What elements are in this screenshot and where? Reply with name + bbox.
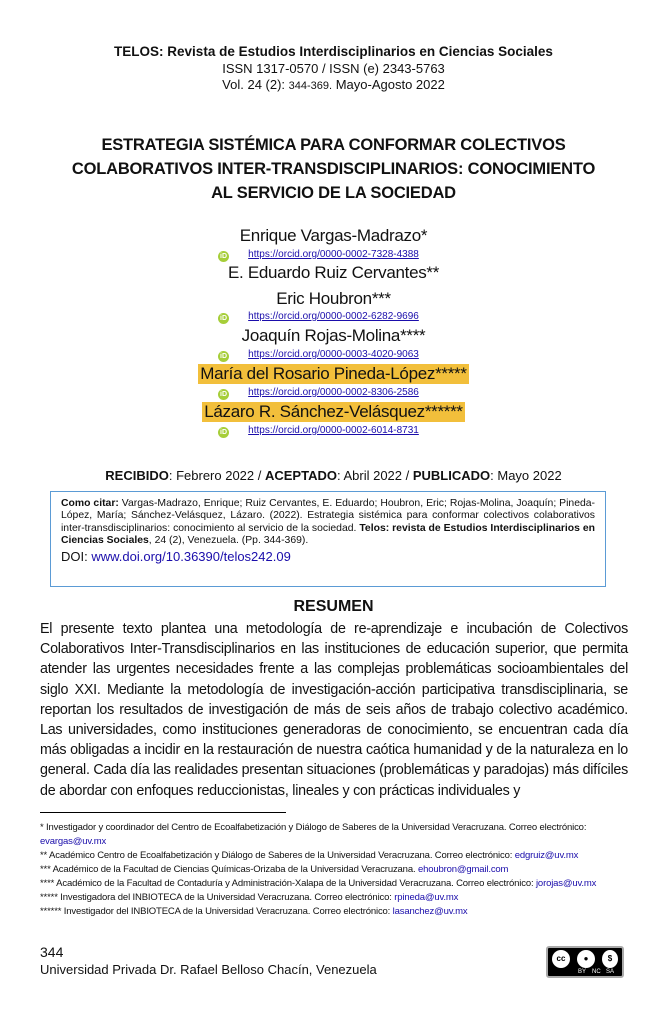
noncommercial-icon: $ [602, 950, 618, 968]
issn: ISSN 1317-0570 / ISSN (e) 2343-5763 [222, 61, 445, 76]
orcid-icon: iD [220, 353, 227, 360]
orcid-link-row [0, 311, 667, 322]
sa-label: SA [606, 969, 615, 975]
orcid-link-row [0, 349, 667, 360]
volume-suffix: Mayo-Agosto 2022 [332, 77, 445, 92]
orcid-icon: iD [220, 429, 227, 436]
email-link[interactable]: jorojas@uv.mx [535, 878, 597, 889]
email-link[interactable]: edgruiz@uv.mx [514, 850, 579, 861]
by-label: BY [578, 969, 587, 975]
citation-text: Vargas-Madrazo, Enrique; Ruiz Cervantes, E. Eduardo; Houbron, Eric; Rojas-Molina, Joaquín; Pineda-López, María; Sánchez-Velásquez, Lázaro. (2022). Estrategia sistémica para conformar colectivos colaborativos inter-transdisciplinarios: conocimiento al servicio de la sociedad. [61, 498, 595, 534]
doi-line: DOI: www.doi.org/10.36390/telos242.09 [61, 548, 291, 564]
footnote: ** Académico Centro de Ecoalfabetización y Diálogo de Saberes de la Universidad Veracruzana. Correo electrónico: edgruiz@uv.mx [40, 850, 579, 861]
orcid-link-row [0, 425, 667, 436]
article-title: ESTRATEGIA SISTÉMICA PARA CONFORMAR COLECTIVOS COLABORATIVOS INTER-TRANSDISCIPLINARIOS: CONOCIMIENTO AL SERVICIO DE LA SOCIEDAD [71, 136, 596, 202]
page-range: 344-369. [288, 80, 333, 92]
email-link[interactable]: ehoubron@gmail.com [417, 864, 509, 875]
author-name: Eric Houbron*** [276, 289, 391, 308]
orcid-link[interactable]: https://orcid.org/0000-0002-6282-9696 [248, 311, 419, 322]
email-link[interactable]: lasanchez@uv.mx [392, 906, 468, 917]
citation-journal: Telos: revista de Estudios Interdisciplinarios en Ciencias Sociales [61, 522, 595, 547]
footnote: **** Académico de la Facultad de Contaduría y Administración-Xalapa de la Universidad Veracruzana. Correo electrónico: jorojas@uv.mx [40, 878, 597, 889]
author-name: E. Eduardo Ruiz Cervantes** [227, 263, 440, 282]
footnote: *** Académico de la Facultad de Ciencias Químicas-Orizaba de la Universidad Veracruzana. ehoubron@gmail.com [40, 864, 509, 875]
orcid-link[interactable]: https://orcid.org/0000-0002-8306-2586 [248, 387, 419, 398]
footnote: * Investigador y coordinador del Centro de Ecoalfabetización y Diálogo de Saberes de la Universidad Veracruzana. Correo electrónico: evargas@uv.mx [40, 822, 587, 847]
orcid-link[interactable]: https://orcid.org/0000-0003-4020-9063 [248, 349, 419, 360]
footnote-divider [40, 812, 286, 813]
orcid-link[interactable]: https://orcid.org/0000-0002-6014-8731 [248, 425, 419, 436]
publication-dates: RECIBIDO: Febrero 2022 / ACEPTADO: Abril 2022 / PUBLICADO: Mayo 2022 [105, 468, 562, 483]
orcid-icon: iD [220, 253, 227, 260]
volume-prefix: Vol. 24 (2): [222, 77, 289, 92]
page-number: 344 [40, 944, 64, 960]
email-link[interactable]: evargas@uv.mx [40, 836, 107, 847]
citation-tail: , 24 (2), Venezuela. (Pp. 344-369). [148, 535, 309, 547]
citation-box [50, 491, 606, 587]
footnotes [40, 821, 630, 919]
abstract-text: El presente texto plantea una metodología de re-aprendizaje e incubación de Colectivos Colaborativos Inter-Transdisciplinarios en las instituciones de educación superior, que permita atender las urgentes necesidades frente a las complejas problemáticas socioambientales del siglo XXI. Mediante la metodología de investigación-acción participativa transdisciplinaria, se reportan los resultados de investigación de más de seis años de trabajo colectivo académico. Las universidades, como instituciones generadoras de conocimiento, se encuentran cada día más obligadas a incidir en la restauración de nuestra caótica humanidad y de la naturaleza en lo general. Cada día las realidades presentan situaciones (problemáticas y paradojas) más difíciles de abordar con enfoques reduccionistas, lineales y con prácticas individuales y [40, 621, 628, 799]
email-link[interactable]: rpineda@uv.mx [394, 892, 459, 903]
orcid-icon: iD [220, 391, 227, 398]
orcid-link-row [0, 387, 667, 398]
orcid-link-row [0, 249, 667, 260]
author-name: Lázaro R. Sánchez-Velásquez****** [204, 402, 463, 421]
footnote: ****** Investigador del INBIOTECA de la Universidad Veracruzana. Correo electrónico: lasanchez@uv.mx [40, 906, 468, 917]
cc-license-badge[interactable] [546, 946, 624, 978]
person-icon: ● [577, 950, 595, 968]
journal-title: TELOS: Revista de Estudios Interdisciplinarios en Ciencias Sociales [114, 44, 553, 59]
abstract-heading: RESUMEN [293, 598, 374, 615]
author-name: Enrique Vargas-Madrazo* [239, 226, 428, 245]
nc-label: NC [592, 969, 601, 975]
doi-link[interactable]: www.doi.org/10.36390/telos242.09 [91, 548, 291, 564]
citation-label: Como citar: [61, 498, 119, 509]
cc-icon: cc [552, 950, 570, 968]
author-name: María del Rosario Pineda-López***** [200, 364, 467, 383]
university-name: Universidad Privada Dr. Rafael Belloso Chacín, Venezuela [40, 962, 377, 977]
orcid-link[interactable]: https://orcid.org/0000-0002-7328-4388 [248, 249, 419, 260]
volume-info [0, 77, 667, 92]
orcid-icon: iD [220, 315, 227, 322]
footnote: ***** Investigadora del INBIOTECA de la Universidad Veracruzana. Correo electrónico: rpineda@uv.mx [40, 892, 459, 903]
author-name: Joaquín Rojas-Molina**** [241, 326, 426, 345]
